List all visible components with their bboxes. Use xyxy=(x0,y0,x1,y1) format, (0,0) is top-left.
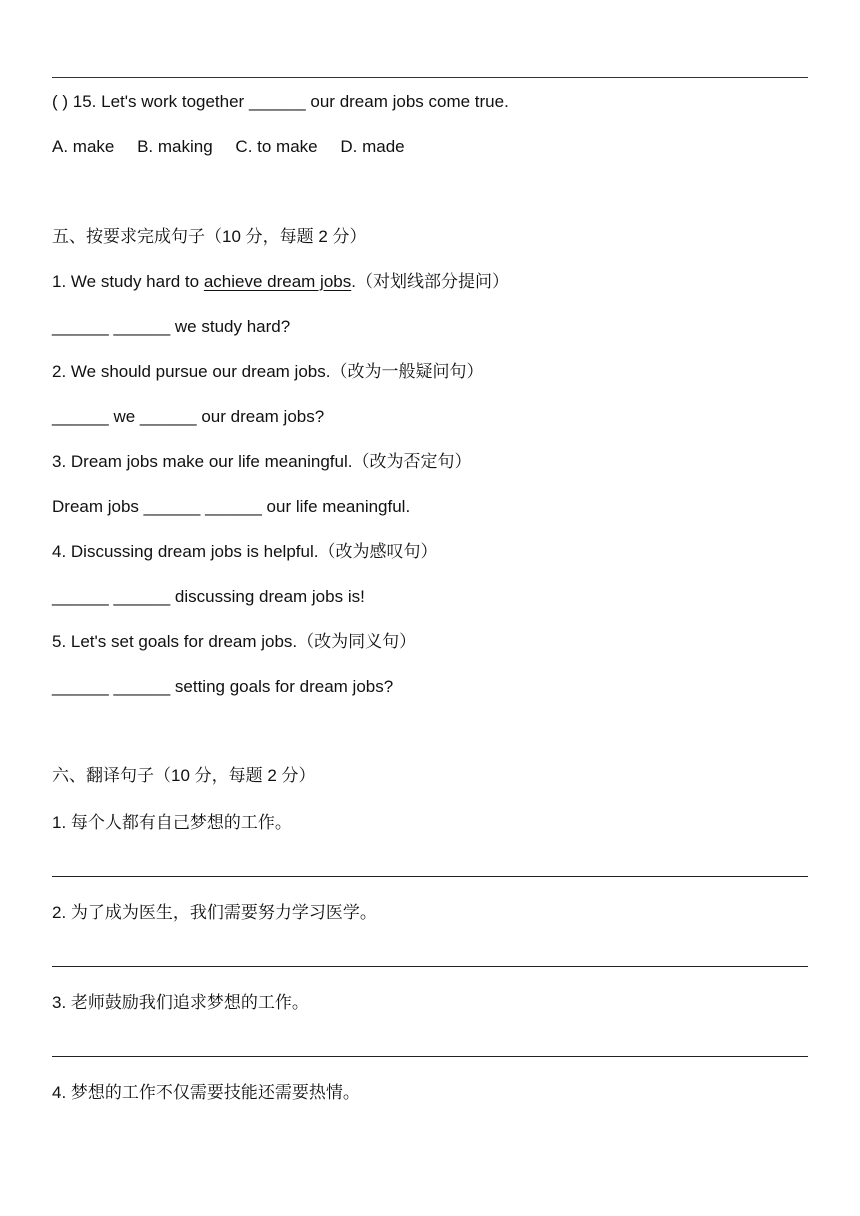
section-5-answer-5: ______ ______ setting goals for dream jobs? xyxy=(52,677,394,696)
answer-line-1 xyxy=(52,876,808,877)
section-6-item-3: 3. 老师鼓励我们追求梦想的工作。 xyxy=(52,993,309,1012)
section-5-item-3: 3. Dream jobs make our life meaningful.（改为否定句） xyxy=(52,452,472,471)
section-5-item-2: 2. We should pursue our dream jobs.（改为一般疑问句） xyxy=(52,362,484,381)
section-5-answer-2: ______ we ______ our dream jobs? xyxy=(52,407,325,426)
section-6-item-1: 1. 每个人都有自己梦想的工作。 xyxy=(52,813,292,832)
section-5-heading: 五、按要求完成句子（10 分，每题 2 分） xyxy=(52,227,367,246)
section-6-item-4: 4. 梦想的工作不仅需要技能还需要热情。 xyxy=(52,1083,360,1102)
answer-line-2 xyxy=(52,966,808,967)
question-15-stem: ( ) 15. Let's work together ______ our dream jobs come true. xyxy=(52,92,509,111)
section-5-item-5: 5. Let's set goals for dream jobs.（改为同义句） xyxy=(52,632,417,651)
option-b: B. making xyxy=(137,137,213,156)
section-6-item-2: 2. 为了成为医生，我们需要努力学习医学。 xyxy=(52,903,377,922)
section-5-answer-3: Dream jobs ______ ______ our life meaningful. xyxy=(52,497,411,516)
option-a: A. make xyxy=(52,137,115,156)
item-1-underlined: achieve dream jobs xyxy=(203,272,352,291)
header-divider xyxy=(52,77,808,78)
section-5-answer-4: ______ ______ discussing dream jobs is! xyxy=(52,587,365,606)
section-5-item-4: 4. Discussing dream jobs is helpful.（改为感叹句） xyxy=(52,542,438,561)
option-d: D. made xyxy=(340,137,405,156)
section-6-heading: 六、翻译句子（10 分，每题 2 分） xyxy=(52,766,316,785)
answer-line-3 xyxy=(52,1056,808,1057)
option-c: C. to make xyxy=(235,137,318,156)
question-15-options xyxy=(52,136,423,158)
section-5-item-1 xyxy=(52,271,509,293)
item-1-pre: 1. We study hard to xyxy=(52,272,204,291)
section-5-answer-1: ______ ______ we study hard? xyxy=(52,317,291,336)
item-1-post: .（对划线部分提问） xyxy=(351,272,509,291)
